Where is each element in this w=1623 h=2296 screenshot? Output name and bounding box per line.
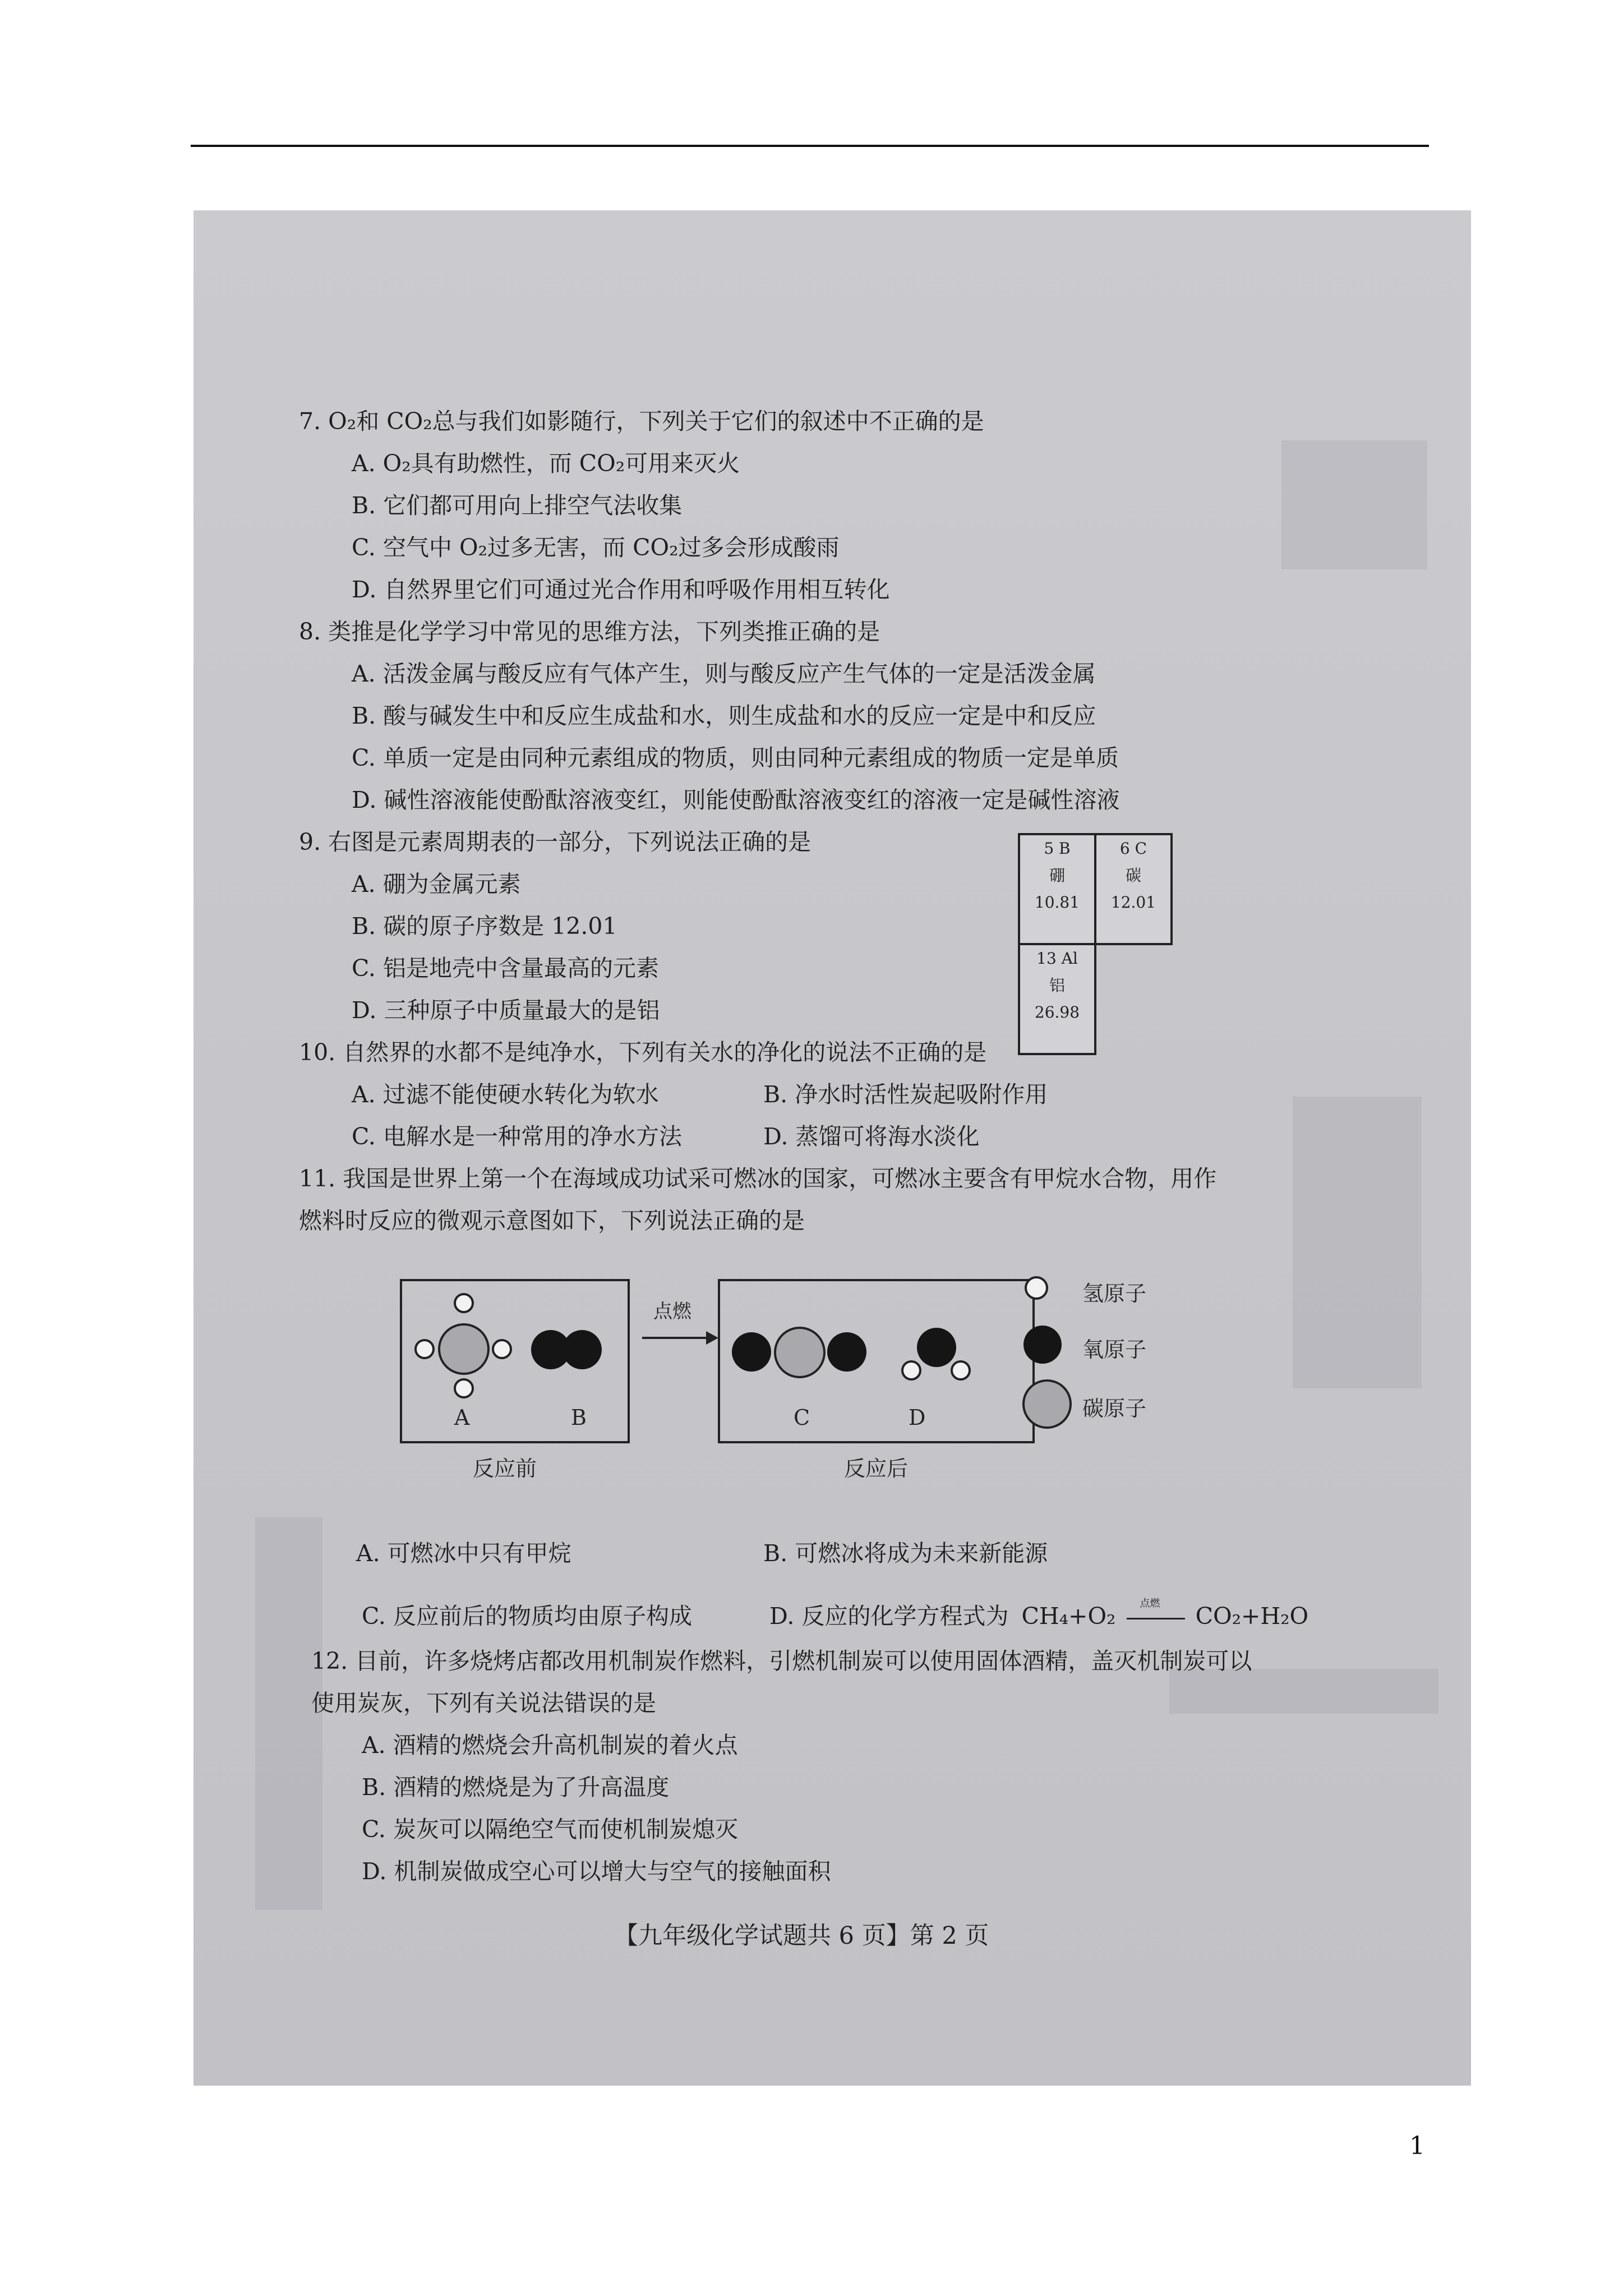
bleed-through-mark: [1293, 1097, 1422, 1388]
q11-stem-line2: 燃料时反应的微观示意图如下，下列说法正确的是: [299, 1207, 805, 1234]
equation-arrow: 点燃: [1123, 1610, 1188, 1627]
carbon-atom: [438, 1323, 490, 1375]
q11-option-b: B. 可燃冰将成为未来新能源: [763, 1540, 1048, 1567]
scanned-exam-photo: [193, 210, 1471, 2086]
reaction-arrow-shaft: [642, 1337, 708, 1339]
q10-option-b: B. 净水时活性炭起吸附作用: [763, 1081, 1048, 1108]
header-rule: [191, 145, 1429, 147]
bleed-through-mark: [1281, 440, 1427, 569]
q7-option-a: A. O₂具有助燃性，而 CO₂可用来灭火: [352, 450, 740, 477]
element-cell-carbon: 6 C 碳 12.01: [1094, 833, 1173, 945]
q11-option-a: A. 可燃冰中只有甲烷: [356, 1540, 571, 1567]
hydrogen-atom: [414, 1339, 435, 1359]
q7-stem: 7. O₂和 CO₂总与我们如影随行，下列关于它们的叙述中不正确的是: [299, 408, 984, 435]
hydrogen-legend-icon: [1025, 1276, 1048, 1300]
bleed-through-mark: [1169, 1669, 1438, 1714]
q9-option-d: D. 三种原子中质量最大的是铝: [352, 997, 660, 1024]
molecule-label-c: C: [794, 1405, 810, 1430]
q7-option-c: C. 空气中 O₂过多无害，而 CO₂过多会形成酸雨: [352, 534, 840, 561]
q12-option-b: B. 酒精的燃烧是为了升高温度: [362, 1774, 670, 1801]
q12-stem-line2: 使用炭灰，下列有关说法错误的是: [311, 1690, 656, 1717]
q12-option-a: A. 酒精的燃烧会升高机制炭的着火点: [362, 1732, 738, 1759]
q10-option-a: A. 过滤不能使硬水转化为软水: [352, 1081, 659, 1108]
q7-option-d: D. 自然界里它们可通过光合作用和呼吸作用相互转化: [352, 576, 890, 603]
q11-option-c: C. 反应前后的物质均由原子构成: [362, 1603, 692, 1630]
q8-option-b: B. 酸与碱发生中和反应生成盐和水，则生成盐和水的反应一定是中和反应: [352, 702, 1096, 729]
q9-stem: 9. 右图是元素周期表的一部分，下列说法正确的是: [299, 829, 811, 855]
element-cell-boron: 5 B 硼 10.81: [1018, 833, 1096, 945]
carbon-legend-label: 碳原子: [1082, 1396, 1147, 1421]
after-reaction-label: 反应后: [844, 1456, 909, 1481]
q7-option-b: B. 它们都可用向上排空气法收集: [352, 492, 683, 519]
exam-footer: 【九年级化学试题共 6 页】第 2 页: [614, 1922, 989, 1950]
page-number: 1: [1409, 2132, 1425, 2160]
hydrogen-atom: [951, 1360, 971, 1381]
molecule-label-d: D: [909, 1405, 926, 1430]
q10-stem: 10. 自然界的水都不是纯净水，下列有关水的净化的说法不正确的是: [299, 1039, 987, 1066]
q10-option-d: D. 蒸馏可将海水淡化: [763, 1123, 980, 1150]
hydrogen-legend-label: 氢原子: [1082, 1281, 1147, 1306]
q8-option-c: C. 单质一定是由同种元素组成的物质，则由同种元素组成的物质一定是单质: [352, 744, 1119, 771]
q11-stem-line1: 11. 我国是世界上第一个在海域成功试采可燃冰的国家，可燃冰主要含有甲烷水合物，用作: [299, 1165, 1217, 1192]
oxygen-legend-label: 氧原子: [1082, 1337, 1147, 1362]
carbon-atom: [774, 1327, 826, 1378]
q12-stem-line1: 12. 目前，许多烧烤店都改用机制炭作燃料，引燃机制炭可以使用固体酒精，盖灭机制炭可以: [311, 1648, 1252, 1674]
before-reaction-label: 反应前: [473, 1456, 537, 1481]
q8-option-d: D. 碱性溶液能使酚酞溶液变红，则能使酚酞溶液变红的溶液一定是碱性溶液: [352, 786, 1120, 813]
q9-option-b: B. 碳的原子序数是 12.01: [352, 913, 617, 940]
q9-option-a: A. 硼为金属元素: [352, 871, 521, 898]
element-cell-aluminum: 13 Al 铝 26.98: [1018, 943, 1096, 1055]
hydrogen-atom: [492, 1339, 512, 1359]
q8-option-a: A. 活泼金属与酸反应有气体产生，则与酸反应产生气体的一定是活泼金属: [352, 660, 1096, 687]
molecule-label-a: A: [454, 1405, 470, 1430]
hydrogen-atom: [454, 1293, 474, 1313]
q10-option-c: C. 电解水是一种常用的净水方法: [352, 1123, 682, 1150]
oxygen-atom: [917, 1328, 956, 1367]
q9-option-c: C. 铝是地壳中含量最高的元素: [352, 955, 659, 982]
q12-option-d: D. 机制炭做成空心可以增大与空气的接触面积: [362, 1858, 831, 1885]
q11-option-d: D. 反应的化学方程式为 CH₄+O₂ 点燃 CO₂+H₂O: [769, 1597, 1309, 1630]
oxygen-atom: [562, 1330, 602, 1369]
arrow-condition-label: 点燃: [653, 1300, 691, 1323]
oxygen-legend-icon: [1023, 1326, 1062, 1364]
q8-stem: 8. 类推是化学学习中常见的思维方法，下列类推正确的是: [299, 618, 880, 645]
hydrogen-atom: [901, 1360, 921, 1381]
reaction-arrow-head: [706, 1331, 718, 1345]
molecule-label-b: B: [571, 1405, 587, 1430]
q12-option-c: C. 炭灰可以隔绝空气而使机制炭熄灭: [362, 1816, 738, 1843]
oxygen-atom: [732, 1332, 771, 1372]
oxygen-atom: [827, 1332, 866, 1372]
carbon-legend-icon: [1022, 1379, 1072, 1429]
hydrogen-atom: [454, 1378, 474, 1398]
